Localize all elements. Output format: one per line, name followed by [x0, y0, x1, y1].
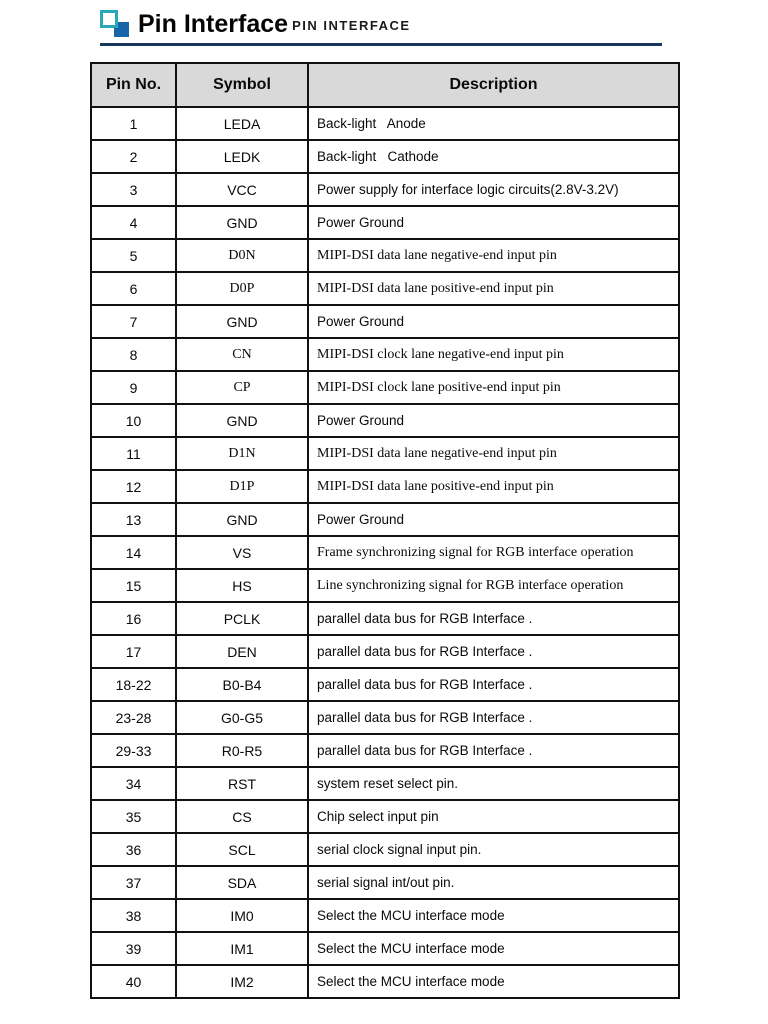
description-cell: Power supply for interface logic circuits(2.8V-3.2V): [308, 173, 679, 206]
description-cell: MIPI-DSI clock lane negative-end input pin: [308, 338, 679, 371]
pin-no-cell: 10: [91, 404, 176, 437]
description-cell: MIPI-DSI data lane negative-end input pin: [308, 239, 679, 272]
pin-no-cell: 40: [91, 965, 176, 998]
pin-no-cell: 23-28: [91, 701, 176, 734]
description-cell: Select the MCU interface mode: [308, 932, 679, 965]
description-cell: Select the MCU interface mode: [308, 965, 679, 998]
table-row: [91, 569, 679, 602]
pin-no-cell: 12: [91, 470, 176, 503]
pin-no-cell: 29-33: [91, 734, 176, 767]
symbol-cell: D1N: [176, 437, 308, 470]
pin-no-cell: 14: [91, 536, 176, 569]
table-row: [91, 602, 679, 635]
table-row: [91, 833, 679, 866]
table-row: [91, 932, 679, 965]
table-row: [91, 767, 679, 800]
description-cell: MIPI-DSI data lane positive-end input pin: [308, 272, 679, 305]
table-row: [91, 866, 679, 899]
pin-no-cell: 5: [91, 239, 176, 272]
description-cell: Power Ground: [308, 305, 679, 338]
table-row: [91, 371, 679, 404]
description-cell: Line synchronizing signal for RGB interface operation: [308, 569, 679, 602]
table-row: [91, 701, 679, 734]
page-header: [100, 6, 411, 42]
pin-no-cell: 37: [91, 866, 176, 899]
table-row: [91, 305, 679, 338]
table-row: [91, 140, 679, 173]
description-cell: parallel data bus for RGB Interface .: [308, 668, 679, 701]
symbol-cell: SDA: [176, 866, 308, 899]
symbol-cell: IM1: [176, 932, 308, 965]
table-row: [91, 107, 679, 140]
description-cell: parallel data bus for RGB Interface .: [308, 701, 679, 734]
table-row: [91, 800, 679, 833]
description-cell: MIPI-DSI data lane negative-end input pin: [308, 437, 679, 470]
description-cell: Back-light Anode: [308, 107, 679, 140]
pin-no-cell: 2: [91, 140, 176, 173]
description-cell: Power Ground: [308, 404, 679, 437]
pin-no-cell: 13: [91, 503, 176, 536]
symbol-cell: IM2: [176, 965, 308, 998]
pin-no-cell: 15: [91, 569, 176, 602]
symbol-cell: D0N: [176, 239, 308, 272]
table-row: [91, 899, 679, 932]
header-divider: [100, 43, 662, 46]
symbol-cell: CS: [176, 800, 308, 833]
symbol-cell: D1P: [176, 470, 308, 503]
pin-no-cell: 17: [91, 635, 176, 668]
symbol-cell: IM0: [176, 899, 308, 932]
pin-no-cell: 11: [91, 437, 176, 470]
column-header-description: Description: [308, 63, 679, 107]
table-row: [91, 239, 679, 272]
symbol-cell: HS: [176, 569, 308, 602]
description-cell: Frame synchronizing signal for RGB interface operation: [308, 536, 679, 569]
symbol-cell: GND: [176, 206, 308, 239]
symbol-cell: GND: [176, 503, 308, 536]
symbol-cell: SCL: [176, 833, 308, 866]
description-cell: parallel data bus for RGB Interface .: [308, 602, 679, 635]
table-header-row: [91, 63, 679, 107]
pin-no-cell: 18-22: [91, 668, 176, 701]
symbol-cell: LEDK: [176, 140, 308, 173]
pin-no-cell: 6: [91, 272, 176, 305]
table-row: [91, 668, 679, 701]
overlapping-squares-icon: [100, 9, 130, 39]
pin-no-cell: 16: [91, 602, 176, 635]
pin-no-cell: 34: [91, 767, 176, 800]
symbol-cell: GND: [176, 404, 308, 437]
page-title: Pin Interface: [138, 9, 289, 38]
pin-no-cell: 8: [91, 338, 176, 371]
table-row: [91, 536, 679, 569]
pin-no-cell: 39: [91, 932, 176, 965]
symbol-cell: VS: [176, 536, 308, 569]
description-cell: parallel data bus for RGB Interface .: [308, 734, 679, 767]
table-row: [91, 437, 679, 470]
pin-no-cell: 1: [91, 107, 176, 140]
symbol-cell: DEN: [176, 635, 308, 668]
symbol-cell: G0-G5: [176, 701, 308, 734]
description-cell: parallel data bus for RGB Interface .: [308, 635, 679, 668]
table-row: [91, 272, 679, 305]
table-row: [91, 503, 679, 536]
pin-table-body: [91, 107, 679, 998]
description-cell: serial clock signal input pin.: [308, 833, 679, 866]
table-row: [91, 965, 679, 998]
description-cell: system reset select pin.: [308, 767, 679, 800]
pin-no-cell: 36: [91, 833, 176, 866]
description-cell: MIPI-DSI clock lane positive-end input pin: [308, 371, 679, 404]
description-cell: Select the MCU interface mode: [308, 899, 679, 932]
page-subtitle: PIN INTERFACE: [292, 18, 411, 33]
table-row: [91, 338, 679, 371]
square-outline-shape: [100, 10, 118, 28]
pin-no-cell: 3: [91, 173, 176, 206]
pin-no-cell: 35: [91, 800, 176, 833]
symbol-cell: CP: [176, 371, 308, 404]
pin-no-cell: 38: [91, 899, 176, 932]
description-cell: MIPI-DSI data lane positive-end input pin: [308, 470, 679, 503]
symbol-cell: B0-B4: [176, 668, 308, 701]
table-row: [91, 173, 679, 206]
description-cell: Power Ground: [308, 206, 679, 239]
table-row: [91, 635, 679, 668]
symbol-cell: LEDA: [176, 107, 308, 140]
column-header-pin-no: Pin No.: [91, 63, 176, 107]
symbol-cell: D0P: [176, 272, 308, 305]
table-row: [91, 470, 679, 503]
symbol-cell: PCLK: [176, 602, 308, 635]
symbol-cell: CN: [176, 338, 308, 371]
pin-interface-table: [90, 62, 680, 999]
description-cell: Chip select input pin: [308, 800, 679, 833]
table-row: [91, 404, 679, 437]
table-header: [91, 63, 679, 107]
table-row: [91, 734, 679, 767]
pin-no-cell: 4: [91, 206, 176, 239]
column-header-symbol: Symbol: [176, 63, 308, 107]
symbol-cell: R0-R5: [176, 734, 308, 767]
description-cell: Power Ground: [308, 503, 679, 536]
pin-no-cell: 9: [91, 371, 176, 404]
pin-no-cell: 7: [91, 305, 176, 338]
symbol-cell: RST: [176, 767, 308, 800]
symbol-cell: GND: [176, 305, 308, 338]
symbol-cell: VCC: [176, 173, 308, 206]
description-cell: serial signal int/out pin.: [308, 866, 679, 899]
table-row: [91, 206, 679, 239]
description-cell: Back-light Cathode: [308, 140, 679, 173]
